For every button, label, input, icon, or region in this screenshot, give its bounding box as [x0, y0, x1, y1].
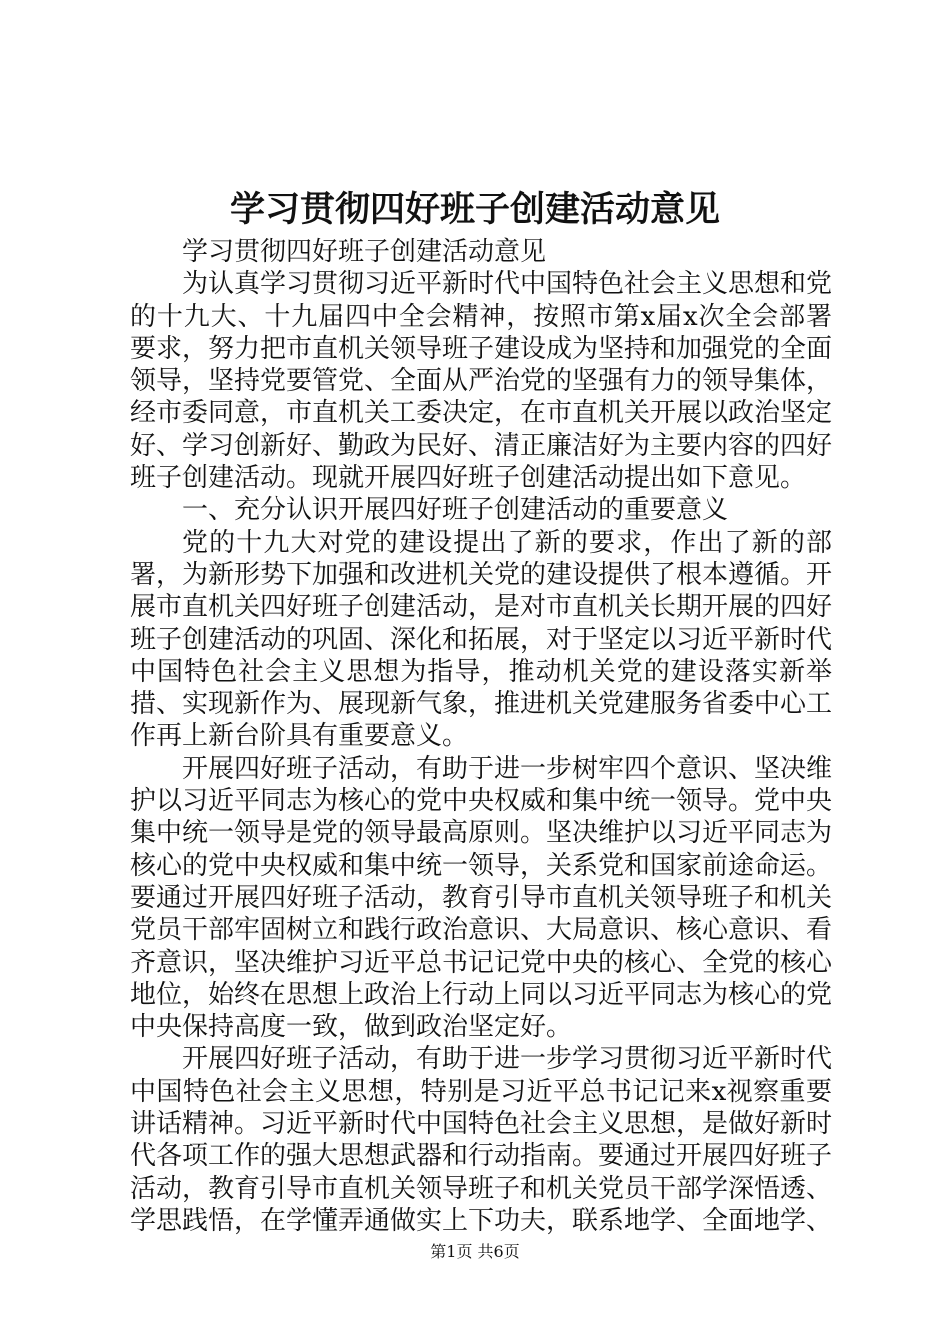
body-paragraph: 开展四好班子活动，有助于进一步树牢四个意识、坚决维护以习近平同志为核心的党中央权威和集中统一领导。党中央集中统一领导是党的领导最高原则。坚决维护以习近平同志为核心的党中央权威和集中统一领导，关系党和国家前途命运。要通过开展四好班子活动，教育引导市直机关领导班子和机关党员干部牢固树立和践行政治意识、大局意识、核心意识、看齐意识，坚决维护习近平总书记记党中央的核心、全党的核心地位，始终在思想上政治上行动上同以习近平同志为核心的党中央保持高度一致，做到政治坚定好。: [130, 753, 833, 1043]
section-heading-1: 一、充分认识开展四好班子创建活动的重要意义: [182, 495, 729, 526]
body-paragraph: 党的十九大对党的建设提出了新的要求，作出了新的部署，为新形势下加强和改进机关党的建设提供了根本遵循。开展市直机关四好班子创建活动，是对市直机关长期开展的四好班子创建活动的巩固、深化和拓展，对于坚定以习近平新时代中国特色社会主义思想为指导，推动机关党的建设落实新举措、实现新作为、展现新气象，推进机关党建服务省委中心工作再上新台阶具有重要意义。: [130, 527, 833, 752]
subtitle-paragraph: 学习贯彻四好班子创建活动意见: [182, 237, 547, 267]
intro-paragraph: 为认真学习贯彻习近平新时代中国特色社会主义思想和党的十九大、十九届四中全会精神，按照市第x届x次全会部署要求，努力把市直机关领导班子建设成为坚持和加强党的全面领导，坚持党要管党、全面从严治党的坚强有力的领导集体，经市委同意，市直机关工委决定，在市直机关开展以政治坚定好、学习创新好、勤政为民好、清正廉洁好为主要内容的四好班子创建活动。现就开展四好班子创建活动提出如下意见。: [130, 269, 833, 494]
document-body: [130, 236, 832, 1237]
page-title: 学习贯彻四好班子创建活动意见: [229, 189, 720, 230]
page-number-footer: 第1页 共6页: [430, 1242, 520, 1261]
body-paragraph: 开展四好班子活动，有助于进一步学习贯彻习近平新时代中国特色社会主义思想，特别是习近平总书记记来x视察重要讲话精神。习近平新时代中国特色社会主义思想，是做好新时代各项工作的强大思想武器和行动指南。要通过开展四好班子活动，教育引导市直机关领导班子和机关党员干部学深悟透、学思践悟，在学懂弄通做实上下功夫，联系地学、全面地学、: [130, 1044, 833, 1236]
